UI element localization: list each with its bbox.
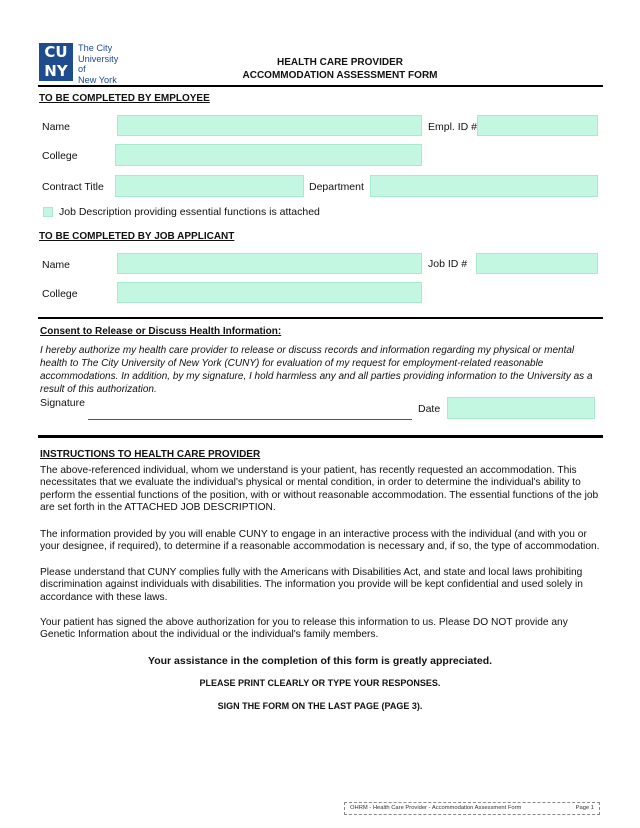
instructions-heading: INSTRUCTIONS TO HEALTH CARE PROVIDER [40,449,261,460]
sign-note: SIGN THE FORM ON THE LAST PAGE (PAGE 3). [217,701,423,711]
empl-id-label: Empl. ID # [428,121,478,133]
logo-letters-top: CU [44,43,68,61]
department-field[interactable] [370,175,598,197]
signature-line[interactable] [88,419,412,420]
job-description-checkbox-label: Job Description providing essential functions is attached [59,206,320,218]
department-label: Department [309,181,364,193]
date-label: Date [418,403,441,415]
employee-section-heading: TO BE COMPLETED BY EMPLOYEE [39,93,210,104]
employee-name-field[interactable] [117,115,422,136]
instructions-paragraph-1: The above-referenced individual, whom we understand is your patient, has recently requested an accommodation. This necessitates that we evaluate the individual's physical or mental condition, in order to determine the individual's ability to perform the essential functions of the position, with or without reasonable accommodation. The essential functions of the job are set forth in the ATTACHED JOB DESCRIPTION. [40,465,599,514]
consent-text: I hereby authorize my health care provider to release or discuss records and information regarding my physical or mental health to The City University of New York (CUNY) for evaluation of my request for employment-related reasonable accommodations. In addition, by my signature, I hold harmless any and all parties providing information to the University as a result of this authorization. [40,345,593,395]
page-footer [344,802,600,815]
footer-form-name: OHRM - Health Care Provider - Accommodation Assessment Form [350,805,522,811]
print-note: PLEASE PRINT CLEARLY OR TYPE YOUR RESPONSES. [199,678,441,688]
instructions-paragraph-4: Your patient has signed the above authorization for you to release this information to us. Please DO NOT provide any Genetic Information about the individual or the individual's family members. [40,617,568,641]
form-title-line1: HEALTH CARE PROVIDER [277,57,403,68]
employee-college-field[interactable] [115,144,422,166]
logo-line: New York [78,74,117,85]
instructions-paragraph-3: Please understand that CUNY complies fully with the Americans with Disabilities Act, and state and local laws prohibiting discrimination against individuals with disabilities. The information you provide will be kept confidential and used solely in accordance with these laws. [40,567,583,603]
logo-letters-bottom: NY [44,62,68,80]
job-id-field[interactable] [476,253,598,274]
logo-line: of [78,64,86,74]
applicant-college-label: College [42,288,78,300]
contract-title-field[interactable] [115,175,304,197]
applicant-section-heading: TO BE COMPLETED BY JOB APPLICANT [39,231,235,242]
closing-note: Your assistance in the completion of this form is greatly appreciated. [147,655,493,667]
footer-page-number: Page 1 [575,805,594,811]
applicant-name-label: Name [42,259,71,271]
logo-line: The City [78,43,113,53]
date-field[interactable] [447,397,595,419]
form-title-line2: ACCOMMODATION ASSESSMENT FORM [242,69,438,81]
employee-college-label: College [42,150,78,162]
job-description-checkbox[interactable] [43,207,53,217]
instructions-paragraph-2: The information provided by you will enable CUNY to engage in an interactive process with the individual (and with you or your designee, if required), to determine if a reasonable accommodation is necessary and, if so, the type of accommodation. [40,529,600,553]
employee-name-label: Name [42,121,71,133]
empl-id-field[interactable] [477,115,598,136]
form-title [200,57,480,82]
logo-line: University [78,53,119,64]
consent-heading: Consent to Release or Discuss Health Information: [40,326,282,337]
cuny-logo-mark [39,43,73,81]
consent-top-rule [38,317,603,319]
contract-title-label: Contract Title [42,181,104,193]
job-id-label: Job ID # [428,258,468,270]
applicant-college-field[interactable] [117,282,422,303]
instructions-top-rule [38,435,603,438]
signature-label: Signature [40,397,85,409]
header-rule [38,85,603,87]
logo-wordmark [78,43,118,85]
applicant-name-field[interactable] [117,253,422,274]
